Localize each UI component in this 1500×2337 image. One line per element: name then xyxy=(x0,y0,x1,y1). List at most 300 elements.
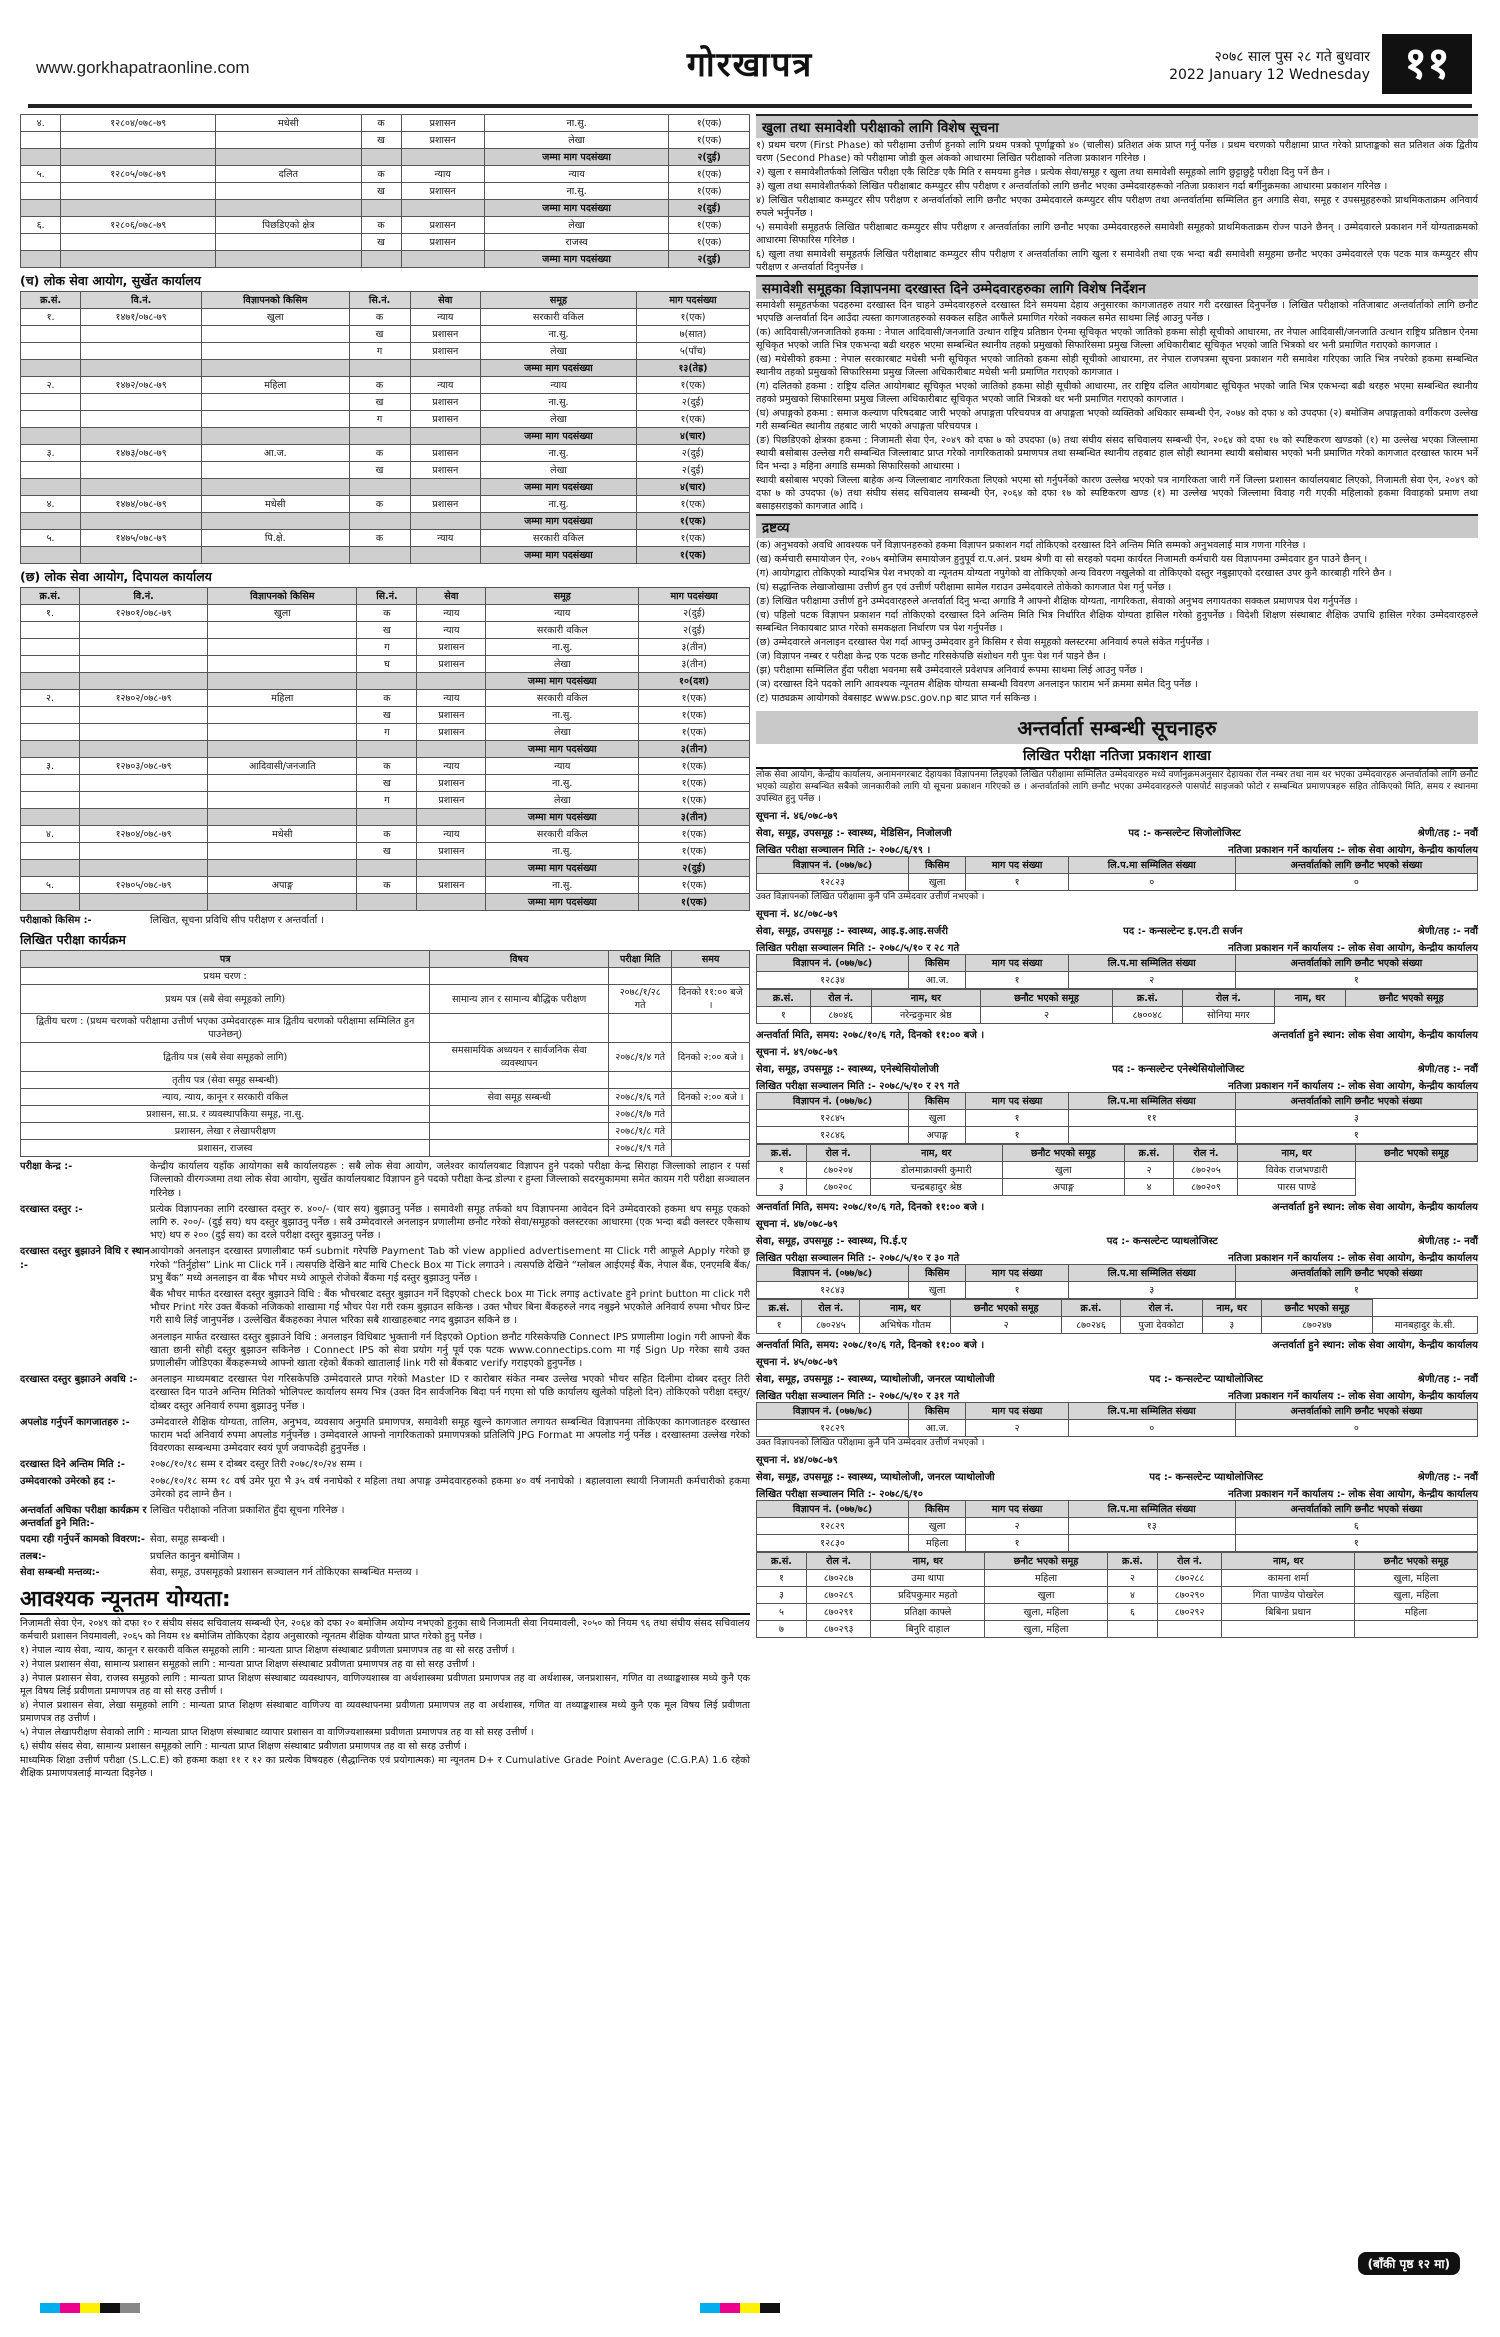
candidate-row xyxy=(757,1007,1478,1024)
table-cell xyxy=(1355,1621,1478,1638)
info-label: दरखास्त दस्तुर बुझाउने विधि र स्थान :- xyxy=(20,1246,150,1271)
info-row xyxy=(20,1475,750,1501)
notice-item: ५) समावेशी समूहतर्फ लिखित परीक्षाबाट कम्प्युटर सीप परीक्षण र अन्तर्वार्ताका लागि छनौट भएका उम्मेदवारहरुले समावेशी समूहको प्राथमिकताक्रम रोज्न पाउने छैनन् । उम्मेदवारले प्रकाशन गर्ने योग्यताक्रमको आधारमा सिफारिस गरिनेछ । xyxy=(756,222,1478,246)
table-cell: ५(पाँच) xyxy=(636,343,749,360)
table-cell xyxy=(21,809,80,826)
advertisement-table xyxy=(756,1092,1478,1144)
table-cell: प्रशासन xyxy=(401,115,484,132)
table-cell: जम्मा माग पदसंख्या xyxy=(481,428,637,445)
table-cell: १ xyxy=(966,972,1068,989)
table-row xyxy=(21,985,750,1014)
table-cell: १२८०५/०७८-७९ xyxy=(61,166,216,183)
table-cell: १(एक) xyxy=(636,377,749,394)
table-cell: २(दुई) xyxy=(636,462,749,479)
table-row xyxy=(21,132,750,149)
table-cell xyxy=(80,724,208,741)
notice-date-line xyxy=(756,1486,1478,1500)
table-cell: सरकारी वकिल xyxy=(481,309,637,326)
table-cell: ख xyxy=(349,394,410,411)
table-cell xyxy=(208,894,357,911)
table-cell: क xyxy=(357,605,417,622)
candidate-row xyxy=(757,1604,1478,1621)
info-label: दरखास्त दिने अन्तिम मिति :- xyxy=(20,1459,125,1471)
table-cell xyxy=(202,326,350,343)
table-cell xyxy=(672,1106,750,1123)
table-cell xyxy=(21,639,80,656)
interview-place: अन्तर्वार्ता हुने स्थान: लोक सेवा आयोग, केन्द्रीय कार्यालय xyxy=(1271,1340,1478,1351)
notice-item: १) प्रथम चरण (First Phase) को परीक्षामा उत्तीर्ण हुनको लागि प्रथम पत्रको पूर्णाङ्कको ४० (चालीस) प्रतिशत अंक प्राप्त गर्नु पर्नेछ । प्रथम चरणको परीक्षामा प्राप्त गरेको प्राप्ताङ्कको सत प्रतिशत अंक द्वितीय चरण (Second Phase) को परीक्षामा जोडी कूल अंकको आधारमा लिखित परीक्षाको नतिजा प्रकाशन गरिनेछ । xyxy=(756,140,1478,164)
notice-item: ४) लिखित परीक्षाबाट कम्प्युटर सीप परीक्षण र अन्तर्वार्ताको लागि छनौट भएका उम्मेदवारले कम्प्युटर सीप परीक्षण तथा अन्तर्वार्तामा सम्मिलित हुन अगाडि सेवा, समूह र उपसमूहहरुको प्राथमिकताक्रम अनिवार्य रुपले भर्नुपर्नेछ । xyxy=(756,195,1478,219)
table-cell: १(एक) xyxy=(669,115,750,132)
table-cell xyxy=(216,183,362,200)
table-header-cell: माग पदसंख्या xyxy=(639,588,750,605)
table-cell: ना.सु. xyxy=(484,183,668,200)
table-cell: १४७४/०७८-७९ xyxy=(81,496,202,513)
table-cell: १ xyxy=(1235,1127,1477,1144)
table-cell: ४ xyxy=(1124,1179,1174,1196)
notice-post: पद :- कन्सल्टेन्ट प्याथोलोजिस्ट xyxy=(1149,1374,1263,1385)
table-header-row xyxy=(757,1093,1478,1110)
table-cell xyxy=(208,860,357,877)
table-cell: ३ xyxy=(757,1587,807,1604)
table-cell: प्रथम पत्र (सबै सेवा समूहको लागि) xyxy=(21,985,430,1014)
table-cell: १२८०४/०७८-७९ xyxy=(61,115,216,132)
table-cell: ६ xyxy=(1107,1604,1157,1621)
table-cell: तृतीय पत्र (सेवा समूह सम्बन्धी) xyxy=(21,1072,430,1089)
table-cell: ८७०२४५ xyxy=(802,1317,860,1334)
info-value: प्रत्येक विज्ञापनका लागि दरखास्त दस्तुर रु. ४००/- (चार सय) बुझाउनु पर्नेछ । समावेशी समूह तर्फको थप विज्ञापनमा आवेदन दिने उम्मेदवारको हकमा थप समूह एकको लागि रु. २००/- (दुई सय) थप दस्तुर बुझाउनु पर्नेछ । सबै उम्मेदवारले अनलाइन प्रणालीमा छनौट गरेको सेवा/समूहको क्लस्टरका आधारमा (एक भन्दा बढी क्लस्टर एकैसाथ भए) थप रु २०० (दुई सय) का दरले परीक्षा दस्तुर बुझाउनु पर्नेछ । xyxy=(150,1203,750,1242)
table-cell: ४(चार) xyxy=(636,428,749,445)
table-cell xyxy=(1068,1535,1235,1552)
table-row xyxy=(21,826,750,843)
table-cell: २ xyxy=(1107,1570,1157,1587)
directive-item: (घ) अपाङ्गको हकमा : समाज कल्याण परिषदबाट जारी भएको अपाङ्गता परिचयपत्र वा अपाङ्गता भएको व्यक्तिको अधिकार सम्बन्धी ऐन, २०७४ को दफा ४ को उपदफा (२) बमोजिम अपाङ्गताको वर्गीकरण उल्लेख गरी सम्बन्धित स्थानीय तहबाट जारी भएको अपाङ्गता परिचयपत्र । xyxy=(756,408,1478,432)
table-cell xyxy=(672,1140,750,1157)
table-cell: ८७०२९० xyxy=(1157,1587,1221,1604)
candidate-table xyxy=(756,1552,1478,1638)
table-header-row xyxy=(757,1403,1478,1420)
table-header-cell: विज्ञापन नं. (०७७/७८) xyxy=(757,857,909,874)
table-row xyxy=(21,877,750,894)
info-value: आयोगको अनलाइन दरखास्त प्रणालीबाट फर्म submit गरेपछि Payment Tab को view applied advertisement मा Click गरी आफूले Apply गरेको छ्र गरेको “तिर्नुहोस” Link मा Click गर्ने । त्यसपछि देखिने बाट माथि Check Box मा Tick लगाउने । त्यसपछि देखिने “ग्लोबल आईएमई बैंक, नेपाल बैंक, एनएमबि बैंक/प्रभु बैंक” मध्ये अनलाइन वा बैंक भौचर मध्ये आफूले रोजेको बैंकमा गई दस्तुर बुझाउनु पर्नेछ । xyxy=(150,1246,750,1284)
table-row xyxy=(21,605,750,622)
table-cell: द्वितीय पत्र (सबै सेवा समूहको लागि) xyxy=(21,1043,430,1072)
table-cell: प्रशासन xyxy=(417,707,486,724)
table-cell: सरकारी वकिल xyxy=(486,826,639,843)
issue-date xyxy=(1169,48,1370,84)
table-cell: १(एक) xyxy=(669,234,750,251)
table-cell xyxy=(430,1072,609,1089)
notice-header xyxy=(756,808,1478,822)
table-header-cell: सि.नं. xyxy=(357,588,417,605)
table-cell: जम्मा माग पदसंख्या xyxy=(481,513,637,530)
table-row xyxy=(21,360,750,377)
table-cell: बिबिना प्रधान xyxy=(1222,1604,1355,1621)
info-row xyxy=(20,1288,750,1328)
notice-item: ३) खुला तथा समावेशीतर्फको लिखित परीक्षाबाट कम्प्युटर सीप परीक्षण र अन्तर्वार्ताको लागि छनौट भएका उम्मेदवारहरूको नतिजा प्रकाशन गर्दा बर्गीनुक्रमका आधारमा प्रकाशन गरिनेछ । xyxy=(756,181,1388,192)
note-list xyxy=(756,539,1478,705)
info-row xyxy=(20,1566,750,1579)
notice-item: २) खुला र समावेशीतर्फको लिखित परीक्षा एकै सिटिङ एकै मिति र समयमा हुनेछ । प्रत्येक सेवा/समूह र खुला तथा समावेशी समूहको लागि छुट्टाछुट्टै परीक्षा दिनु पर्ने छैन । xyxy=(756,167,1331,178)
table-header-cell: सेवा xyxy=(417,588,486,605)
table-cell: १(एक) xyxy=(669,166,750,183)
info-label xyxy=(20,1288,150,1328)
notice-service: सेवा, समूह, उपसमूह :- स्वास्थ्य, प्याथोलोजी, जनरल प्याथोलोजी xyxy=(756,1374,995,1385)
table-header-cell: रोल नं. xyxy=(1157,1553,1221,1570)
notice-office: नतिजा प्रकाशन गर्ने कार्यालय :- लोक सेवा आयोग, केन्द्रीय कार्यालय xyxy=(1228,1489,1478,1500)
table-cell: ना.सु. xyxy=(486,843,639,860)
table-header-cell: क्र.सं. xyxy=(1113,990,1182,1007)
table-cell: ८७०२८७ xyxy=(806,1570,870,1587)
table-row xyxy=(21,809,750,826)
table-cell: ग xyxy=(357,724,417,741)
dipayal-office-title: (छ) लोक सेवा आयोग, दिपायल कार्यालय xyxy=(20,569,212,584)
table-cell: २०७८/१/९ गते xyxy=(609,1140,672,1157)
table-header-cell: रोल नं. xyxy=(802,1300,860,1317)
table-cell: न्याय xyxy=(410,309,480,326)
inclusive-directive-title: समावेशी समूहका विज्ञापनमा दरखास्त दिने उम्मेदवारहरुका लागि विशेष निर्देशन xyxy=(756,275,1478,299)
table-cell xyxy=(208,622,357,639)
table-cell: ग xyxy=(357,792,417,809)
qualification-title: आवश्यक न्यूनतम योग्यता: xyxy=(20,1583,750,1615)
table-cell: महिला xyxy=(202,377,350,394)
info-label xyxy=(20,1331,150,1371)
table-cell: ३(तीन) xyxy=(639,639,750,656)
table-cell xyxy=(216,251,362,268)
no-candidate-note: उक्त विज्ञापनको लिखित परीक्षामा कुनै पनि उम्मेदवार उत्तीर्ण नभएको । xyxy=(756,892,985,902)
table-cell xyxy=(410,513,480,530)
table-header-cell: किसिम xyxy=(909,1501,966,1518)
table-cell: १ xyxy=(1235,972,1477,989)
table-cell: नरेन्द्रकुमार श्रेष्ठ xyxy=(871,1007,980,1024)
table-cell: ना.सु. xyxy=(486,877,639,894)
table-cell: ८७०२९३ xyxy=(806,1621,870,1638)
qualification-item: १) नेपाल न्याय सेवा, न्याय, कानून र सरकारी वकिल समूहको लागि : मान्यता प्राप्त शिक्षण संस्थाबाट प्रवीणता प्रमाणपत्र तह वा सो सरह उत्तीर्ण । xyxy=(20,1645,515,1657)
table-row xyxy=(21,547,750,564)
table-cell: खुला xyxy=(208,605,357,622)
table-cell xyxy=(21,673,80,690)
qualification-list xyxy=(20,1644,750,1780)
table-row xyxy=(21,445,750,462)
table-cell: २. xyxy=(21,377,81,394)
table-cell xyxy=(80,622,208,639)
table-cell xyxy=(202,513,350,530)
table-cell: प्रशासन xyxy=(410,462,480,479)
table-cell: ६ xyxy=(1235,1518,1477,1535)
table-cell xyxy=(61,251,216,268)
table-cell xyxy=(672,968,750,985)
table-row xyxy=(21,843,750,860)
table-cell: विवेक राजभण्डारी xyxy=(1238,1162,1355,1179)
notice-header xyxy=(756,1452,1478,1466)
table-header-cell: परीक्षा मिति xyxy=(609,951,672,968)
notice-level: श्रेणी/तह :- नवौं xyxy=(1417,1236,1478,1247)
table-cell xyxy=(216,200,362,217)
table-header-cell: रोल नं. xyxy=(1182,990,1275,1007)
directive-item: स्थायी बसोबास भएको जिल्ला बाहेक अन्य जिल्लाबाट नागरिकता लिएको भएमा सो गर्नुपर्नेको कारण उल्लेख भएको पत्र नागरिकता जारी गर्ने जिल्ला प्रशासन कार्यालयबाट लिएको, निजामती सेवा ऐन, २०४९ को दफा ७ को उपदफा (७) तथा संघीय संसद सचिवालय सम्बन्धी ऐन, २०६४ को दफा १७ को स्पष्टिकरण खण्ड (१) मा उल्लेख भएको जिल्लामा विवाह गरी गएकी महिलाको हकमा विवाहको प्रमाण तथा बसाइसराइको कागजात आदि । xyxy=(756,475,1478,512)
table-cell xyxy=(81,326,202,343)
surkhet-office-title: (च) लोक सेवा आयोग, सुर्खेत कार्यालय xyxy=(20,273,201,288)
table-cell xyxy=(401,251,484,268)
table-cell: मधेसी xyxy=(216,115,362,132)
table-cell: २ xyxy=(966,1518,1068,1535)
table-cell: १(एक) xyxy=(669,217,750,234)
table-cell: दिनको ११:०० बजे । xyxy=(672,985,750,1014)
table-cell: आ.ज. xyxy=(909,1420,966,1437)
notice-level: श्रेणी/तह :- नवौं xyxy=(1417,926,1478,937)
table-cell: १(एक) xyxy=(636,547,749,564)
table-cell xyxy=(81,547,202,564)
right-column xyxy=(756,114,1478,1638)
table-cell xyxy=(81,394,202,411)
table-header-cell: पत्र xyxy=(21,951,430,968)
table-cell xyxy=(21,547,81,564)
interview-time-line xyxy=(756,1199,1478,1213)
table-cell: राजस्व xyxy=(484,234,668,251)
table-row xyxy=(21,513,750,530)
table-cell xyxy=(349,360,410,377)
table-cell: ख xyxy=(361,183,401,200)
table-row xyxy=(757,1535,1478,1552)
table-cell xyxy=(672,1123,750,1140)
table-header-cell: विज्ञापन नं. (०७७/७८) xyxy=(757,955,909,972)
table-cell: क xyxy=(349,377,410,394)
advertisement-table-head xyxy=(757,955,1478,972)
table-cell: ना.सु. xyxy=(484,115,668,132)
info-value: केन्द्रीय कार्यालय यहाँक आयोगका सबै कार्यालयहरू : सबै लोक सेवा आयोग, जलेश्वर कार्यालयबाट विज्ञापन हुने पदको परीक्षा केन्द्र सिराहा जिल्लाको लाहान र पर्सा जिल्लाको वीरगञ्जमा तथा लोक सेवा आयोग, सुर्खेत कार्यालयबाट विज्ञापन हुने पदको परीक्षा केन्द्र डोल्पा र हुम्ला जिल्लाको सदरमुकाममा समेत कायम गरी परीक्षा सञ्चालन गरिनेछ । xyxy=(150,1161,750,1199)
table-cell: ख xyxy=(349,462,410,479)
note-title: द्रष्टव्य xyxy=(756,514,1478,538)
table-cell: ४ xyxy=(1107,1587,1157,1604)
table-cell xyxy=(21,479,81,496)
table-cell: मधेसी xyxy=(202,496,350,513)
candidate-table-body xyxy=(757,1007,1478,1024)
table-cell: ८७०२८९ xyxy=(806,1587,870,1604)
table-cell: अपाङ्ग xyxy=(1002,1179,1124,1196)
notice-level: श्रेणी/तह :- नवौं xyxy=(1417,1374,1478,1385)
table-header-cell: क्र.सं. xyxy=(757,1553,807,1570)
interview-time: अन्तर्वार्ता मिति, समय: २०७८/१०/६ गते, दिनको ११:०० बजे । xyxy=(756,1030,985,1041)
exam-schedule-table xyxy=(20,950,750,1157)
candidate-table-head xyxy=(757,1553,1478,1570)
table-cell: लेखा xyxy=(486,656,639,673)
table-header-cell: विषय xyxy=(430,951,609,968)
table-cell xyxy=(216,149,362,166)
table-cell: न्याय xyxy=(417,690,486,707)
notice-service-line xyxy=(756,1233,1478,1247)
table-cell: १(एक) xyxy=(636,411,749,428)
table-cell: लेखा xyxy=(481,343,637,360)
table-cell: १ xyxy=(757,1570,807,1587)
table-header-cell: नाम, थर xyxy=(860,1300,951,1317)
table-cell: १(एक) xyxy=(639,792,750,809)
special-notice-title: खुला तथा समावेशी परीक्षाको लागि विशेष सूचना xyxy=(756,114,1478,138)
table-header-cell: नाम, थर xyxy=(870,1145,1002,1162)
info-label: परीक्षा केन्द्र :- xyxy=(20,1161,73,1173)
table-cell: ग xyxy=(357,639,417,656)
table-header-cell: समय xyxy=(672,951,750,968)
table-cell: २०७८/१/६ गते xyxy=(609,1089,672,1106)
table-cell: जम्मा माग पदसंख्या xyxy=(486,673,639,690)
notice-number: सूचना नं. ४८/०७८-७९ xyxy=(756,909,838,920)
table-cell: अपाङ्ग xyxy=(208,877,357,894)
table-cell: महिला xyxy=(208,690,357,707)
table-cell: २(दुई) xyxy=(669,200,750,217)
table-cell xyxy=(417,809,486,826)
table-header-cell: छनौट भएको समूह xyxy=(980,990,1112,1007)
table-cell xyxy=(21,843,80,860)
table-cell: ८७०२९२ xyxy=(1157,1604,1221,1621)
table-cell: ७(सात) xyxy=(636,326,749,343)
table-cell: न्याय xyxy=(410,377,480,394)
table-cell: न्याय xyxy=(417,605,486,622)
candidate-table-body xyxy=(757,1317,1478,1334)
notice-header xyxy=(756,1044,1478,1058)
table-cell xyxy=(208,656,357,673)
table-cell xyxy=(349,547,410,564)
site-url[interactable]: www.gorkhapatraonline.com xyxy=(36,58,250,77)
table-row xyxy=(21,462,750,479)
table-cell: १३ xyxy=(1068,1518,1235,1535)
table-cell xyxy=(1157,1621,1221,1638)
table-cell xyxy=(80,809,208,826)
table-cell xyxy=(208,809,357,826)
table-row xyxy=(757,874,1478,891)
info-label: दरखास्त दस्तुर बुझाउने अवधि :- xyxy=(20,1374,138,1386)
table-cell: प्रशासन xyxy=(410,343,480,360)
table-cell: प्रशासन xyxy=(410,496,480,513)
directive-item: (ङ) पिछडिएको क्षेत्रका हकमा : निजामती सेवा ऐन, २०४९ को दफा ७ को उपदफा (७) तथा संघीय संसद सचिवालय सम्बन्धी ऐन, २०६४ को दफा १७ को स्पष्टिकरण खण्डको (१) मा उल्लेख भएका जिल्लामा स्थायी बसोबास उल्लेख गरी सम्बन्धित जिल्लाबाट प्राप्त गरेको नागरिकताको प्रमाणपत्र तथा सम्बन्धित स्थानीय तहबाट हाल सोही स्थानमा स्थायी बसोबास भएको भनी प्रमाणित गरेको कागजात दरखास्त फारम भर्ने दिन भन्दा ३ महिना अगाडि सम्मको सिफारिसको आधारमा । xyxy=(756,435,1478,472)
table-cell: प्रशासन xyxy=(401,234,484,251)
table-cell xyxy=(1222,1621,1355,1638)
table-cell: लेखा xyxy=(486,724,639,741)
table-cell: ना.सु. xyxy=(481,496,637,513)
table-cell: सोनिया मगर xyxy=(1182,1007,1275,1024)
table-cell: प्रशासन xyxy=(410,394,480,411)
table-cell: १२७०३/०७८-७९ xyxy=(80,758,208,775)
table-cell: १४७१/०७८-७९ xyxy=(81,309,202,326)
table-cell: २ xyxy=(1124,1162,1174,1179)
table-cell xyxy=(80,656,208,673)
table-cell: ना.सु. xyxy=(481,394,637,411)
table-header-cell: लि.प.मा सम्मिलित संख्या xyxy=(1068,1403,1235,1420)
table-cell xyxy=(361,149,401,166)
date-nepali: २०७८ साल पुस २८ गते बुधवार xyxy=(1214,49,1370,65)
table-cell xyxy=(410,360,480,377)
date-english: 2022 January 12 Wednesday xyxy=(1169,67,1370,83)
info-row xyxy=(20,1245,750,1285)
table-cell: ८७०२८८ xyxy=(1157,1570,1221,1587)
table-header-cell: लि.प.मा सम्मिलित संख्या xyxy=(1068,955,1235,972)
notice-level: श्रेणी/तह :- नवौं xyxy=(1417,1472,1478,1483)
table-cell: १(एक) xyxy=(669,183,750,200)
table-header-cell: अन्तर्वार्ताको लागि छनौट भएको संख्या xyxy=(1235,1093,1477,1110)
info-value: बैंक भौचर मार्फत दरखास्त दस्तुर बुझाउने विधि : बैंक भौचरबाट दस्तुर बुझाउन गर्ने दिइएको check box मा Tick लगाइ activate हुने print button मा click गरी भौचर Print गरेर उक्त बैंकको नजिकको शाखामा गई भौचर पेश गरी रकम बुझाउन सकिन्छ । उक्त भौचर बिना बैंकहरुले नगद नबुझ्ने भएकोले अनिवार्य रुपमा भौचर प्रिन्ट गरी साथै लिई जानुपर्नेछ । उल्लेखित बैंकहरुका नेपाल भरिका सबै शाखाहरुबाट नगद बुझाउन सकिने छ । xyxy=(150,1289,750,1327)
info-row xyxy=(20,1160,750,1200)
table-cell: न्याय xyxy=(410,530,480,547)
table-cell xyxy=(349,513,410,530)
table-cell xyxy=(81,479,202,496)
table-cell xyxy=(202,343,350,360)
table-cell: जम्मा माग पदसंख्या xyxy=(486,894,639,911)
table-cell: ८७०२४६ xyxy=(1062,1317,1120,1334)
table-cell: खुला xyxy=(1002,1162,1124,1179)
table-cell xyxy=(21,724,80,741)
table-cell: ३ xyxy=(1068,1282,1235,1299)
table-header-cell: माग पदसंख्या xyxy=(636,292,749,309)
table-cell xyxy=(81,343,202,360)
table-cell: जम्मा माग पदसंख्या xyxy=(486,809,639,826)
candidate-table xyxy=(756,1144,1478,1196)
table-cell: २(दुई) xyxy=(639,605,750,622)
table-header-cell: लि.प.मा सम्मिलित संख्या xyxy=(1068,1093,1235,1110)
table-cell: क xyxy=(349,309,410,326)
table-cell: ना.सु. xyxy=(486,775,639,792)
table-cell xyxy=(202,411,350,428)
vacancy-table-surkhet xyxy=(20,291,750,564)
candidate-table-head xyxy=(757,1300,1478,1317)
table-header-cell: क्र.सं. xyxy=(757,1145,807,1162)
table-header-row xyxy=(757,990,1478,1007)
directive-item: (ख) मधेसीको हकमा : नेपाल सरकारबाट मधेसी भनी सूचिकृत भएको जातिको हकमा सोही सूचीको आधारमा, तर नेपाल राजपत्रमा सूचना प्रकाशन गरी समावेश गरिएका जाति भित्र नपरेको हकमा सम्बन्धित स्थानीय तहको प्रमुखको सिफारिसमा प्रमुख जिल्ला अधिकारीबाट मधेसी भनी प्रमाणित गराएको कागजात । xyxy=(756,354,1478,378)
candidate-row xyxy=(757,1317,1478,1334)
table-row xyxy=(21,792,750,809)
notice-post: पद :- कन्सल्टेन्ट सिजोलोजिस्ट xyxy=(1128,828,1241,839)
note-item: (च) पहिलो पटक विज्ञापन प्रकाशन गर्दा तोकिएको दरखास्त दिने अन्तिम मिति भित्र निर्धारित शैक्षिक योग्यता हासिल गरेको हुनुपर्नेछ । विदेशी शिक्षण संस्थाबाट शैक्षिक उपाधि हासिल गरेका उम्मेदवारहरुले सम्बन्धित निकायबाट प्राप्त गरेको समकक्षता निर्धारण पत्र पेश गर्नुपर्नेछ । xyxy=(756,610,1478,634)
table-cell: १ xyxy=(966,1110,1068,1127)
table-cell: प्रशासन xyxy=(401,183,484,200)
note-item: (ट) पाठ्यक्रम आयोगको वेबसाइट www.psc.gov.np बाट प्राप्त गर्न सकिन्छ । xyxy=(756,693,1037,704)
table-header-cell: रोल नं. xyxy=(806,1553,870,1570)
table-cell: १२७०४/०७८-७९ xyxy=(80,826,208,843)
table-cell: प्रशासन xyxy=(410,445,480,462)
table-cell: ३. xyxy=(21,758,80,775)
info-value: अनलाइन माध्यमबाट दरखास्त पेश गरिसकेपछि उम्मेदवारले प्राप्त गरेको Master ID र कारोबार संकेत नम्बर उल्लेख भएको भौचर सहित दिलीमा दोब्बर दस्तुर तिरी दरखास्त दिन पाउने अन्तिम मितिको भोलिपल्ट कार्यालय समय भित्र (उक्त दिन सार्वजनिक बिदा पर्न गएमा सो पछि कार्यालय खुलेको पहिलो दिन) तोकिएको परीक्षा दस्तुर/दोब्बर दस्तुर अनिवार्य रुपमा बुझाउनु पर्नेछ । xyxy=(150,1374,750,1412)
notice-level: श्रेणी/तह :- नवौं xyxy=(1417,828,1478,839)
table-header-cell: क्र.सं. xyxy=(21,588,80,605)
table-row xyxy=(21,724,750,741)
candidate-row xyxy=(757,1570,1478,1587)
notice-service: सेवा, समूह, उपसमूह :- स्वास्थ्य, आइ.इ.आइ.सर्जरी xyxy=(756,926,948,937)
table-cell xyxy=(357,860,417,877)
table-cell: प्रशासन, लेखा र लेखापरीक्षण xyxy=(21,1123,430,1140)
table-cell: १(एक) xyxy=(669,132,750,149)
result-intro: लोक सेवा आयोग, केन्द्रीय कार्यालय, अनामनगरबाट देहायका विज्ञापनमा लिइएको लिखित परीक्षामा सम्मिलित उम्मेदवारहरु मध्ये वर्णानुक्रमअनुसार देहायका रोल नम्बर तथा नाम थर भएका उम्मेदवारहरु अन्तर्वार्ताको लागि छनौट भएको व्यहोरा सम्बन्धित सबैको जानकारीको लागि यो सूचना प्रकाशन गरिएको छ । अन्तर्वार्ताको लागि छनौट भएका उम्मेदवारहरुले पासपोर्ट साइजको फोटो र सम्बन्धित प्रमाणपत्रहरु सहित तोकिएको मिति, समय र स्थानमा उपस्थित हुनु पर्नेछ । xyxy=(756,770,1478,804)
info-value: लिखित परीक्षाको नतिजा प्रकाशित हुँदा सूचना गरिनेछ । xyxy=(150,1505,345,1517)
table-row xyxy=(21,394,750,411)
table-header-cell: नाम, थर xyxy=(1222,1553,1355,1570)
candidate-table xyxy=(756,1299,1478,1334)
table-cell: प्रशासन xyxy=(417,639,486,656)
table-cell: खुला xyxy=(909,1110,966,1127)
table-row xyxy=(21,309,750,326)
table-header-row xyxy=(757,1501,1478,1518)
table-cell: खुला xyxy=(202,309,350,326)
notice-office: नतिजा प्रकाशन गर्ने कार्यालय :- लोक सेवा आयोग, केन्द्रीय कार्यालय xyxy=(1228,1391,1478,1402)
table-cell xyxy=(361,251,401,268)
table-cell: १(एक) xyxy=(636,496,749,513)
info-row xyxy=(20,1533,750,1546)
table-cell xyxy=(208,843,357,860)
table-cell: न्याय xyxy=(417,622,486,639)
table-cell xyxy=(21,234,61,251)
notice-exam-date: लिखित परीक्षा सञ्चालन मिति :- २०७८/६/१९ । xyxy=(756,845,931,856)
table-cell: ० xyxy=(1235,874,1477,891)
table-cell xyxy=(208,673,357,690)
table-cell: क xyxy=(349,496,410,513)
advertisement-table-body xyxy=(757,1518,1478,1552)
info-label: तलब:- xyxy=(20,1550,46,1562)
